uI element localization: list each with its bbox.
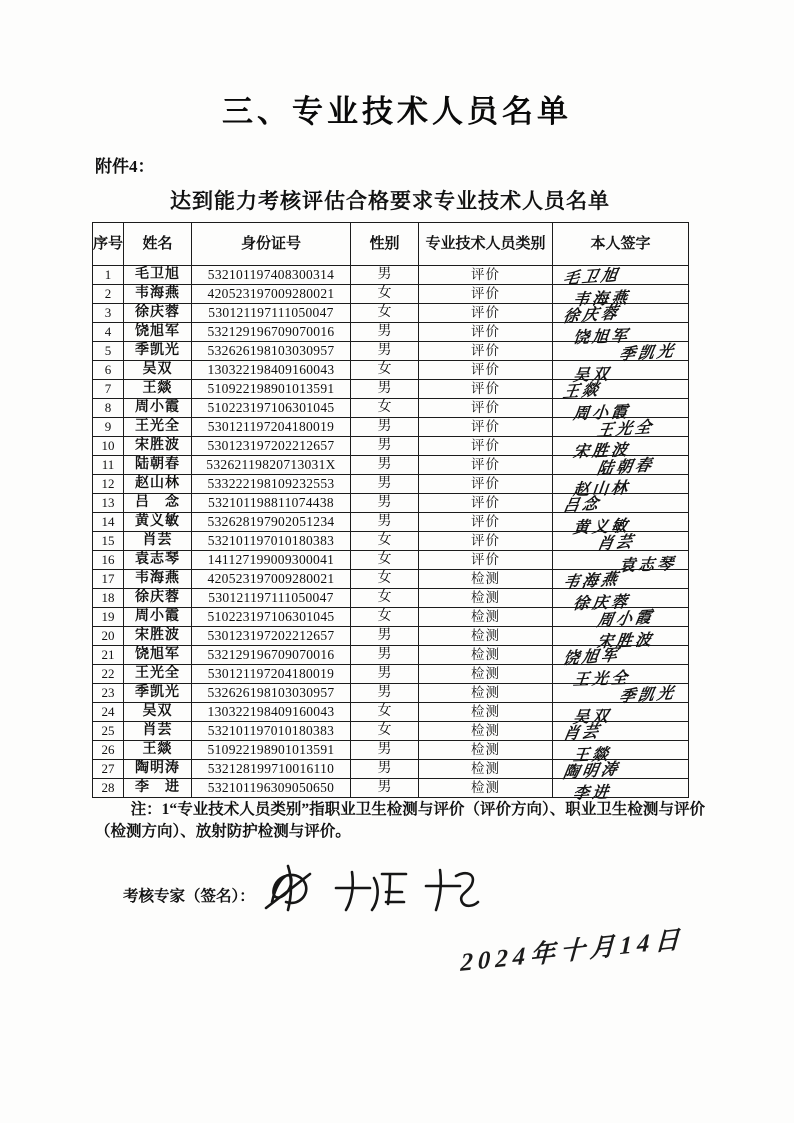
table-row [93, 779, 689, 798]
cell-name: 季凯光 [124, 684, 192, 703]
cell-gender: 女 [351, 703, 419, 722]
cell-index: 18 [93, 589, 124, 608]
cell-index: 27 [93, 760, 124, 779]
cell-index: 9 [93, 418, 124, 437]
cell-name: 王燚 [124, 380, 192, 399]
cell-id: 420523197009280021 [192, 285, 351, 304]
cell-category: 检测 [419, 570, 553, 589]
cell-index: 26 [93, 741, 124, 760]
cell-category: 评价 [419, 266, 553, 285]
cell-signature [553, 266, 689, 289]
cell-id: 420523197009280021 [192, 570, 351, 589]
cell-category: 评价 [419, 456, 553, 475]
expert-signature-scribbles-icon [258, 858, 498, 922]
cell-name: 吕 念 [124, 494, 192, 513]
cell-gender: 女 [351, 532, 419, 551]
cell-index: 20 [93, 627, 124, 646]
cell-category: 检测 [419, 627, 553, 646]
cell-gender: 男 [351, 513, 419, 532]
handwritten-signature: 陆朝春 [595, 456, 656, 479]
cell-category: 检测 [419, 589, 553, 608]
table-row [93, 589, 689, 608]
cell-index: 11 [93, 456, 124, 475]
cell-id: 510922198901013591 [192, 380, 351, 399]
cell-category: 评价 [419, 285, 553, 304]
cell-name: 周小霞 [124, 608, 192, 627]
cell-id: 533222198109232553 [192, 475, 351, 494]
cell-gender: 男 [351, 684, 419, 703]
cell-index: 25 [93, 722, 124, 741]
table-row [93, 399, 689, 418]
cell-gender: 男 [351, 266, 419, 285]
cell-id: 532628197902051234 [192, 513, 351, 532]
cell-name: 吴双 [124, 703, 192, 722]
cell-category: 评价 [419, 475, 553, 494]
cell-name: 徐庆蓉 [124, 304, 192, 323]
table-header-row [93, 223, 689, 266]
cell-category: 评价 [419, 418, 553, 437]
cell-gender: 女 [351, 722, 419, 741]
handwritten-signature: 袁志琴 [618, 555, 677, 576]
header-gender: 性别 [351, 223, 419, 266]
table-row [93, 323, 689, 342]
handwritten-signature: 宋胜波 [572, 441, 631, 462]
handwritten-signature: 陶明涛 [561, 760, 622, 783]
table-row [93, 741, 689, 760]
cell-gender: 女 [351, 589, 419, 608]
cell-index: 8 [93, 399, 124, 418]
cell-gender: 男 [351, 646, 419, 665]
cell-category: 评价 [419, 361, 553, 380]
cell-id: 532101197010180383 [192, 722, 351, 741]
cell-category: 评价 [419, 513, 553, 532]
table-row [93, 646, 689, 665]
cell-gender: 男 [351, 741, 419, 760]
cell-name: 季凯光 [124, 342, 192, 361]
cell-index: 15 [93, 532, 124, 551]
handwritten-signature: 韦海燕 [561, 570, 622, 593]
cell-name: 饶旭军 [124, 646, 192, 665]
cell-gender: 男 [351, 494, 419, 513]
handwritten-signature: 肖芸 [595, 533, 637, 554]
handwritten-signature: 宋胜波 [596, 631, 655, 652]
cell-name: 周小霞 [124, 399, 192, 418]
cell-id: 510223197106301045 [192, 608, 351, 627]
cell-category: 检测 [419, 741, 553, 760]
table-row [93, 665, 689, 684]
header-name: 姓名 [124, 223, 192, 266]
cell-category: 评价 [419, 342, 553, 361]
attachment-label: 附件4： [95, 157, 155, 176]
cell-index: 1 [93, 266, 124, 285]
cell-id: 510223197106301045 [192, 399, 351, 418]
cell-name: 王光全 [124, 665, 192, 684]
cell-name: 袁志琴 [124, 551, 192, 570]
cell-category: 评价 [419, 304, 553, 323]
cell-gender: 男 [351, 380, 419, 399]
cell-name: 宋胜波 [124, 437, 192, 456]
cell-gender: 男 [351, 665, 419, 684]
cell-index: 4 [93, 323, 124, 342]
cell-name: 王光全 [124, 418, 192, 437]
handwritten-date: 2024年十月14日 [460, 926, 685, 977]
cell-index: 7 [93, 380, 124, 399]
cell-id: 530123197202212657 [192, 627, 351, 646]
cell-gender: 男 [351, 437, 419, 456]
handwritten-signature: 赵山林 [572, 479, 631, 500]
cell-id: 510922198901013591 [192, 741, 351, 760]
table-row [93, 570, 689, 589]
cell-index: 23 [93, 684, 124, 703]
cell-gender: 男 [351, 475, 419, 494]
cell-name: 吴双 [124, 361, 192, 380]
cell-index: 14 [93, 513, 124, 532]
cell-name: 陶明涛 [124, 760, 192, 779]
handwritten-signature: 王光全 [572, 669, 631, 690]
cell-index: 13 [93, 494, 124, 513]
cell-gender: 女 [351, 570, 419, 589]
cell-index: 21 [93, 646, 124, 665]
cell-category: 检测 [419, 608, 553, 627]
cell-id: 53262119820713031X [192, 456, 351, 475]
cell-category: 评价 [419, 532, 553, 551]
cell-name: 肖芸 [124, 722, 192, 741]
handwritten-signature: 吕念 [561, 495, 603, 516]
cell-name: 徐庆蓉 [124, 589, 192, 608]
cell-name: 饶旭军 [124, 323, 192, 342]
cell-category: 评价 [419, 551, 553, 570]
cell-id: 532129196709070016 [192, 646, 351, 665]
cell-gender: 女 [351, 608, 419, 627]
table-row [93, 760, 689, 779]
cell-gender: 男 [351, 418, 419, 437]
table-row [93, 513, 689, 532]
cell-name: 肖芸 [124, 532, 192, 551]
cell-index: 28 [93, 779, 124, 798]
personnel-table [92, 222, 689, 803]
cell-id: 532129196709070016 [192, 323, 351, 342]
table-row [93, 266, 689, 285]
examiner-signature-label: 考核专家（签名）： [123, 888, 255, 905]
cell-name: 韦海燕 [124, 285, 192, 304]
cell-gender: 女 [351, 399, 419, 418]
cell-name: 毛卫旭 [124, 266, 192, 285]
table-row [93, 722, 689, 741]
footnote: 注：1“专业技术人员类别”指职业卫生检测与评价（评价方向）、职业卫生检测与评价（检测方向）、放射防护检测与评价。 [95, 801, 705, 840]
handwritten-signature: 季凯光 [617, 684, 678, 707]
cell-index: 16 [93, 551, 124, 570]
cell-gender: 女 [351, 304, 419, 323]
handwritten-signature: 肖芸 [561, 723, 603, 744]
cell-id: 530121197111050047 [192, 589, 351, 608]
handwritten-signature: 王燚 [572, 746, 612, 765]
cell-category: 评价 [419, 323, 553, 342]
handwritten-signature: 季凯光 [617, 342, 678, 365]
cell-id: 532101197010180383 [192, 532, 351, 551]
table-row [93, 285, 689, 304]
header-category: 专业技术人员类别 [419, 223, 553, 266]
cell-name: 赵山林 [124, 475, 192, 494]
cell-index: 17 [93, 570, 124, 589]
header-signature: 本人签字 [553, 223, 689, 266]
handwritten-signature: 王燚 [561, 381, 603, 402]
cell-category: 检测 [419, 722, 553, 741]
cell-category: 检测 [419, 760, 553, 779]
cell-id: 130322198409160043 [192, 361, 351, 380]
cell-index: 2 [93, 285, 124, 304]
table-row [93, 380, 689, 399]
cell-signature [553, 646, 689, 669]
cell-id: 532626198103030957 [192, 684, 351, 703]
cell-category: 检测 [419, 779, 553, 798]
cell-name: 宋胜波 [124, 627, 192, 646]
cell-category: 评价 [419, 437, 553, 456]
cell-gender: 男 [351, 456, 419, 475]
cell-index: 5 [93, 342, 124, 361]
cell-id: 532101198811074438 [192, 494, 351, 513]
table-row [93, 304, 689, 323]
table-row [93, 494, 689, 513]
cell-gender: 男 [351, 342, 419, 361]
cell-category: 检测 [419, 703, 553, 722]
personnel-table-body [93, 266, 689, 803]
handwritten-signature: 黄义敏 [572, 517, 631, 538]
document-title: 三、专业技术人员名单 [222, 94, 572, 129]
cell-name: 王燚 [124, 741, 192, 760]
handwritten-signature: 周小霞 [572, 403, 631, 424]
cell-category: 检测 [419, 665, 553, 684]
cell-category: 评价 [419, 399, 553, 418]
cell-index: 12 [93, 475, 124, 494]
header-index: 序号 [93, 223, 124, 266]
cell-id: 530121197204180019 [192, 665, 351, 684]
handwritten-signature: 饶旭军 [561, 646, 622, 669]
cell-id: 141127199009300041 [192, 551, 351, 570]
cell-id: 130322198409160043 [192, 703, 351, 722]
cell-gender: 女 [351, 361, 419, 380]
cell-id: 532626198103030957 [192, 342, 351, 361]
cell-id: 532128199710016110 [192, 760, 351, 779]
cell-gender: 男 [351, 760, 419, 779]
cell-id: 530121197204180019 [192, 418, 351, 437]
cell-name: 李 进 [124, 779, 192, 798]
handwritten-signature: 李进 [572, 784, 612, 803]
cell-gender: 男 [351, 323, 419, 342]
cell-index: 6 [93, 361, 124, 380]
cell-category: 检测 [419, 684, 553, 703]
cell-id: 530123197202212657 [192, 437, 351, 456]
cell-category: 检测 [419, 646, 553, 665]
table-row [93, 703, 689, 722]
cell-category: 评价 [419, 494, 553, 513]
cell-category: 评价 [419, 380, 553, 399]
cell-signature [553, 551, 689, 576]
cell-id: 532101196309050650 [192, 779, 351, 798]
cell-index: 22 [93, 665, 124, 684]
cell-index: 24 [93, 703, 124, 722]
handwritten-signature: 吴双 [572, 708, 612, 727]
handwritten-signature: 王光全 [595, 418, 656, 441]
handwritten-signature: 饶旭军 [572, 327, 631, 348]
handwritten-signature: 吴双 [572, 366, 612, 385]
handwritten-signature: 周小霞 [595, 608, 656, 631]
cell-id: 532101197408300314 [192, 266, 351, 285]
handwritten-signature: 毛卫旭 [561, 266, 622, 289]
table-row [93, 361, 689, 380]
cell-name: 韦海燕 [124, 570, 192, 589]
handwritten-signature: 韦海燕 [572, 289, 631, 310]
cell-index: 19 [93, 608, 124, 627]
table-title: 达到能力考核评估合格要求专业技术人员名单 [170, 189, 610, 213]
cell-index: 10 [93, 437, 124, 456]
header-id: 身份证号 [192, 223, 351, 266]
cell-name: 陆朝春 [124, 456, 192, 475]
cell-index: 3 [93, 304, 124, 323]
cell-id: 530121197111050047 [192, 304, 351, 323]
handwritten-signature: 徐庆蓉 [572, 593, 631, 614]
cell-gender: 男 [351, 779, 419, 798]
cell-gender: 男 [351, 627, 419, 646]
cell-name: 黄义敏 [124, 513, 192, 532]
cell-gender: 女 [351, 551, 419, 570]
handwritten-signature: 徐庆蓉 [561, 304, 622, 327]
cell-gender: 女 [351, 285, 419, 304]
